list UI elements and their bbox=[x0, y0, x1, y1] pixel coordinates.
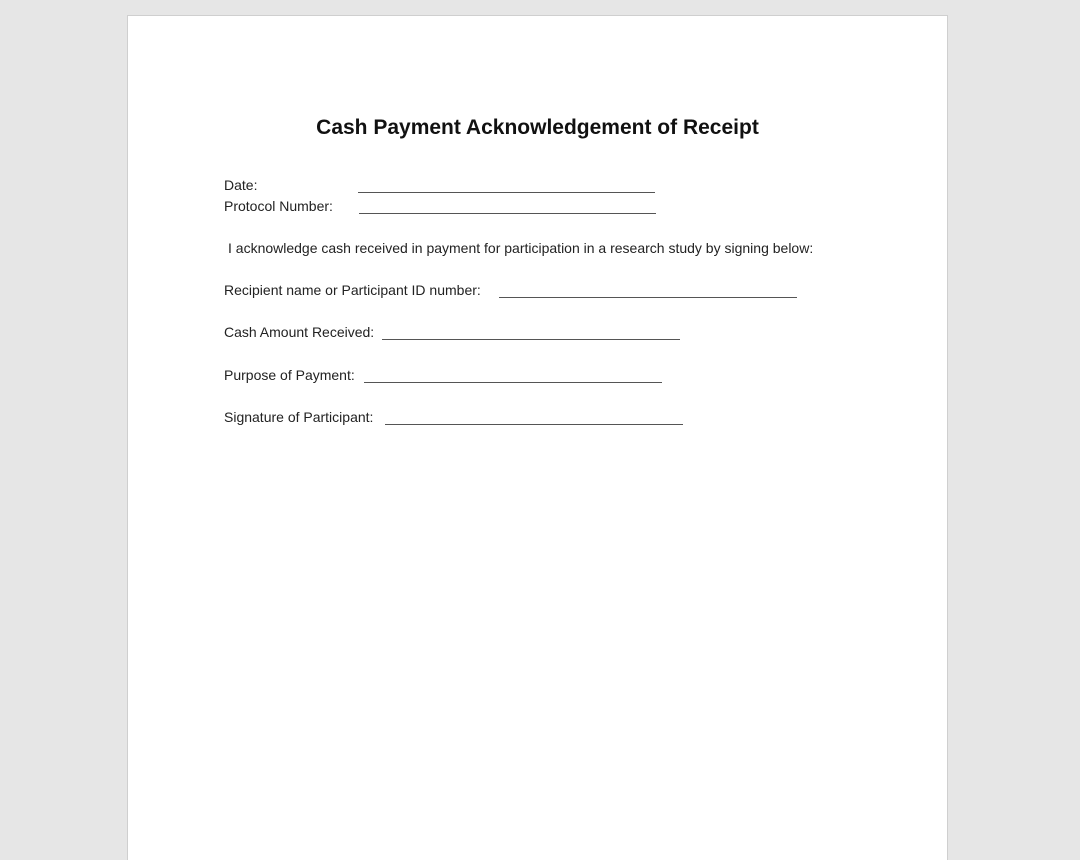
recipient-label: Recipient name or Participant ID number: bbox=[224, 282, 481, 298]
protocol-number-label: Protocol Number: bbox=[224, 198, 333, 214]
date-line[interactable] bbox=[358, 191, 655, 193]
recipient-field-row bbox=[224, 281, 481, 299]
amount-field-row bbox=[224, 323, 374, 341]
protocol-number-line[interactable] bbox=[359, 212, 656, 214]
date-label: Date: bbox=[224, 177, 258, 193]
purpose-label: Purpose of Payment: bbox=[224, 367, 355, 383]
signature-field-row bbox=[224, 408, 373, 426]
cash-amount-label: Cash Amount Received: bbox=[224, 324, 375, 340]
signature-label: Signature of Participant: bbox=[224, 409, 374, 425]
date-field-row bbox=[224, 176, 257, 194]
signature-line[interactable] bbox=[385, 423, 683, 425]
cash-amount-line[interactable] bbox=[382, 338, 680, 340]
protocol-field-row bbox=[224, 197, 333, 215]
acknowledgement-statement: I acknowledge cash received in payment for participation in a research study by signing below: bbox=[228, 240, 814, 256]
purpose-line[interactable] bbox=[364, 381, 662, 383]
document-title: Cash Payment Acknowledgement of Receipt bbox=[316, 116, 759, 139]
recipient-line[interactable] bbox=[499, 296, 797, 298]
purpose-field-row bbox=[224, 366, 355, 384]
document-page bbox=[127, 15, 948, 860]
